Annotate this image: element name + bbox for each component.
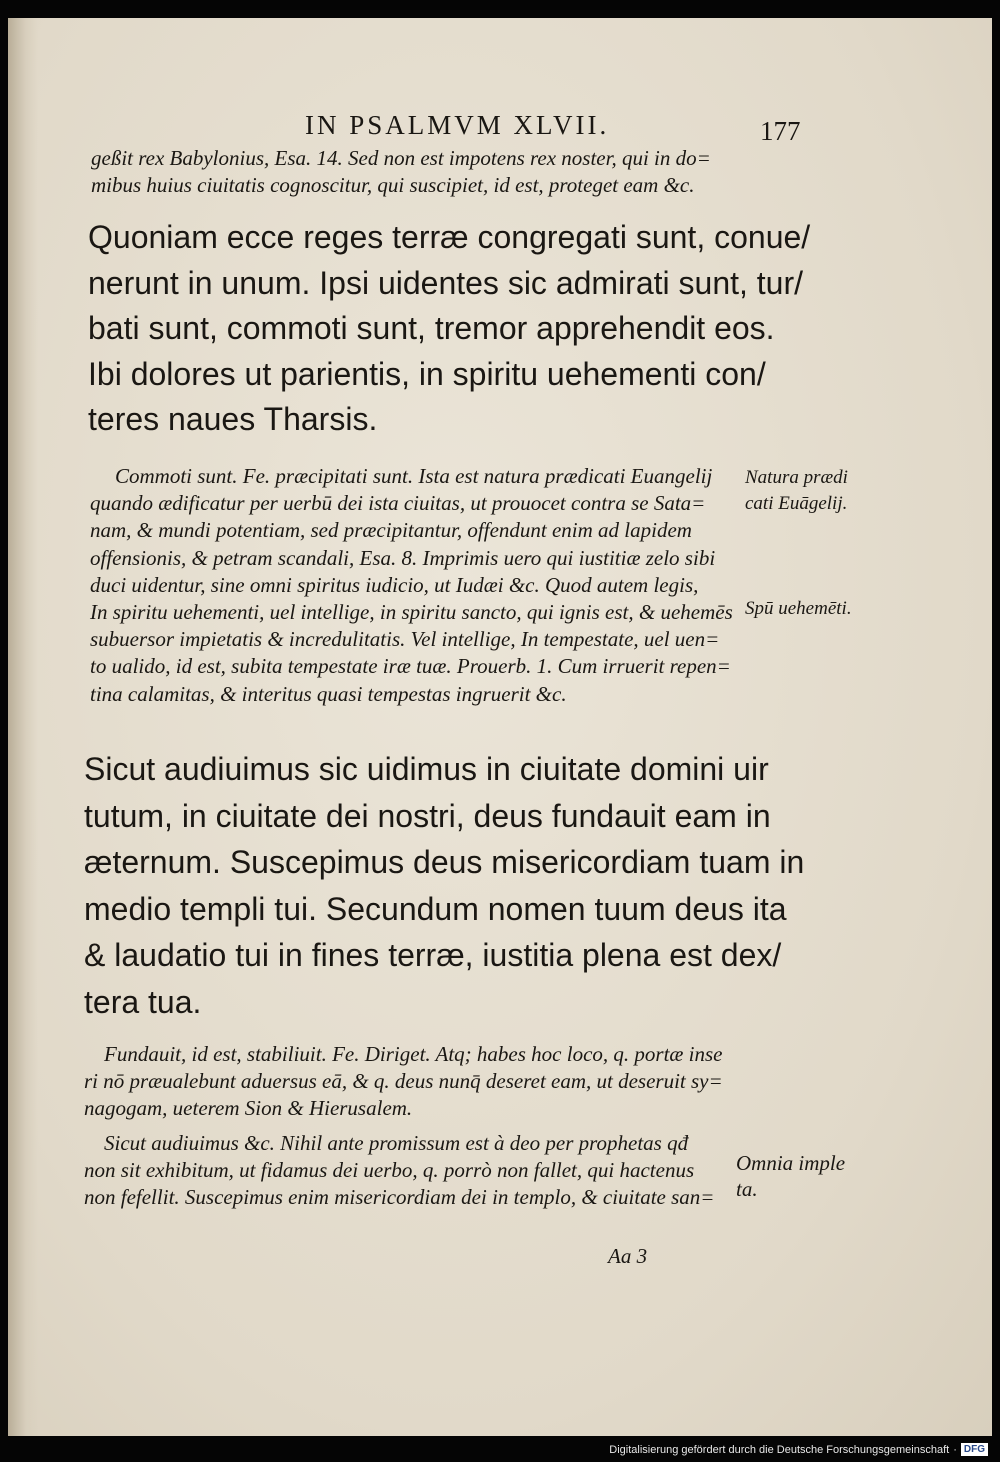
text-line: Spū uehemēti.	[745, 598, 852, 619]
text-line: Sicut audiuimus sic uidimus in ciuitate domini uir	[84, 751, 769, 787]
text-line: & laudatio tui in fines terræ, iustitia plena est dex/	[84, 937, 782, 974]
text-line: quando ædificatur per uerbū dei ista ciuitas, ut prouocet contra se Sata=	[90, 491, 706, 516]
text-line: Ibi dolores ut parientis, in spiritu uehementi con/	[88, 355, 766, 392]
separator-dot: ·	[953, 1443, 957, 1456]
commentary-top	[91, 145, 711, 199]
running-head: IN PSALMVM XLVII.	[305, 110, 610, 140]
text-line: Fundauit, id est, stabiliuit. Fe. Diriget. Atq; habes hoc loco, q. portæ inse	[104, 1042, 723, 1066]
text-line: Sicut audiuimus &c. Nihil ante promissum est à deo per prophetas qđ	[104, 1131, 689, 1155]
marginal-note-omnia	[736, 1150, 845, 1202]
text-line: tera tua.	[84, 983, 202, 1020]
digitization-credit	[609, 1443, 988, 1456]
marginal-note-natura	[745, 465, 848, 517]
credit-text: Digitalisierung gefördert durch die Deutsche Forschungsgemeinschaft	[609, 1443, 950, 1456]
text-line: cati Euāgelij.	[745, 493, 848, 514]
text-line: æternum. Suscepimus deus misericordiam tuam in	[84, 844, 805, 881]
text-line: ri nō præualebunt aduersus eā, & q. deus nunq̄ deseret eam, ut deseruit sy=	[84, 1069, 723, 1094]
folio-number: 177	[760, 116, 801, 146]
page-gutter-shadow	[8, 18, 38, 1436]
text-line: teres naues Tharsis.	[88, 401, 378, 438]
psalm-verse-2	[84, 746, 804, 1026]
text-line: mibus huius ciuitatis cognoscitur, qui suscipiet, id est, proteget eam &c.	[91, 173, 695, 198]
marginal-note-spiritu	[745, 596, 852, 622]
text-line: offensionis, & petram scandali, Esa. 8. Imprimis uero qui iustitiæ zelo sibi	[90, 545, 716, 570]
dfg-logo: DFG	[961, 1443, 988, 1456]
commentary-2	[84, 1041, 723, 1123]
text-line: tina calamitas, & interitus quasi tempestas ingruerit &c.	[90, 681, 567, 706]
text-line: medio templi tui. Secundum nomen tuum deus ita	[84, 890, 787, 927]
text-line: Natura prædi	[745, 467, 848, 488]
text-line: nam, & mundi potentiam, sed præcipitantur, offendunt enim ad lapidem	[90, 518, 692, 543]
text-line: Quoniam ecce reges terræ congregati sunt, conue/	[88, 219, 811, 255]
text-line: In spiritu uehementi, uel intellige, in spiritu sancto, qui ignis est, & uehemēs	[90, 600, 733, 625]
commentary-3	[84, 1130, 715, 1212]
text-line: Commoti sunt. Fe. præcipitati sunt. Ista est natura prædicati Euangelij	[115, 464, 713, 488]
psalm-verse-1	[88, 215, 810, 443]
text-line: ta.	[736, 1177, 758, 1201]
text-line: non fefellit. Suscepimus enim misericordiam dei in templo, & ciuitate san=	[84, 1185, 715, 1210]
text-line: subuersor impietatis & incredulitatis. Vel intellige, In tempestate, uel uen=	[90, 627, 720, 652]
text-line: duci uidentur, sine omni spiritus iudicio, ut Iudæi &c. Quod autem legis,	[90, 572, 699, 597]
signature-mark: Aa 3	[608, 1244, 648, 1268]
text-line: tutum, in ciuitate dei nostri, deus fundauit eam in	[84, 797, 771, 834]
text-line: geßit rex Babylonius, Esa. 14. Sed non est impotens rex noster, qui in do=	[91, 146, 711, 170]
text-line: Omnia imple	[736, 1151, 846, 1175]
commentary-1	[90, 463, 733, 708]
text-line: nerunt in unum. Ipsi uidentes sic admirati sunt, tur/	[88, 264, 804, 301]
book-page	[8, 18, 992, 1436]
text-line: non sit exhibitum, ut fidamus dei uerbo, q. porrò non fallet, qui hactenus	[84, 1158, 695, 1183]
text-line: bati sunt, commoti sunt, tremor apprehendit eos.	[88, 310, 775, 347]
text-line: nagogam, ueterem Sion & Hierusalem.	[84, 1096, 413, 1121]
text-line: to ualido, id est, subita tempestate iræ tuæ. Prouerb. 1. Cum irruerit repen=	[90, 654, 731, 679]
